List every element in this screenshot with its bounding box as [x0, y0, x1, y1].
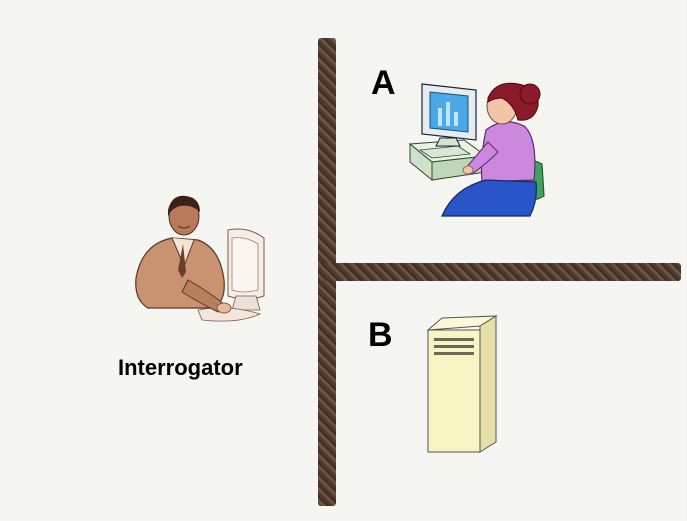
participant-a-label: A: [371, 64, 396, 102]
computer-tower-icon: [420, 312, 502, 457]
woman-at-computer-icon: [406, 76, 551, 218]
interrogator-label: Interrogator: [118, 355, 243, 380]
wall-horizontal: [318, 263, 681, 281]
man-at-computer-icon: [128, 192, 268, 332]
participant-b-label: B: [368, 316, 393, 354]
